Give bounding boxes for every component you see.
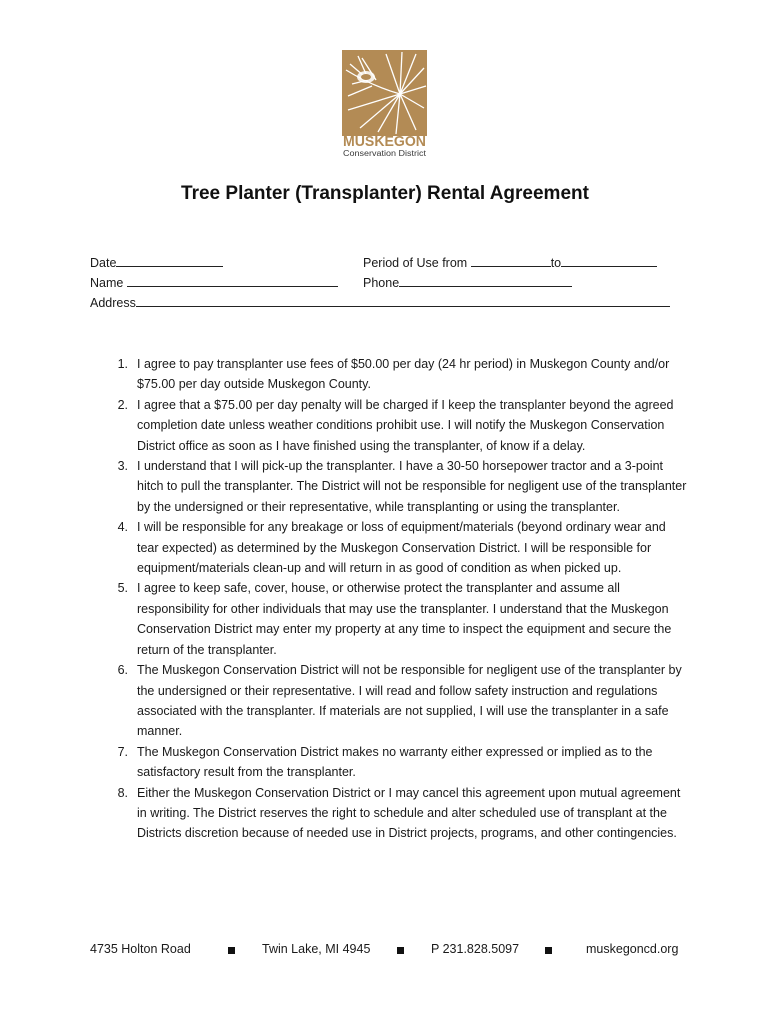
term-number: 8.: [117, 785, 128, 800]
date-field[interactable]: [90, 254, 223, 271]
term-number: 5.: [117, 581, 128, 596]
term-item: [90, 517, 690, 578]
muskegon-conservation-logo: [342, 50, 427, 158]
date-input[interactable]: [116, 254, 223, 267]
square-bullet-icon: [545, 947, 552, 954]
term-item: [90, 660, 690, 742]
footer-phone: P 231.828.5097: [431, 942, 520, 956]
term-number: 7.: [117, 744, 128, 759]
term-number: 4.: [117, 520, 128, 535]
footer-website-link[interactable]: muskegoncd.org: [586, 942, 679, 956]
name-input[interactable]: [127, 274, 338, 287]
name-label: Name: [90, 276, 124, 290]
term-text: The Muskegon Conservation District will not be responsible for negligent use of the transplanter by the undersigned or their representative. I will read and follow safety instruction and regulations associated with the transplanter. If materials are not supplied, I will use the transplanter in a safe manner.: [137, 663, 682, 739]
period-label: Period of Use from: [363, 256, 468, 270]
term-text: I understand that I will pick-up the transplanter. I have a 30-50 horsepower tractor and a 3-point hitch to pull the transplanter. The District will not be responsible for negligent use of the transplanter by the undersigned or their representative, while transplanting or using the transplanter.: [137, 459, 687, 514]
term-number: 2.: [117, 397, 128, 412]
footer-contact: [90, 942, 680, 960]
term-text: I agree to keep safe, cover, house, or otherwise protect the transplanter and assume all responsibility for other individuals that may use the transplanter. I understand that the Muskegon Conservation District may enter my property at any time to inspect the equipment and secure the return of the transplanter.: [137, 581, 672, 657]
term-number: 3.: [117, 459, 128, 474]
term-item: [90, 456, 690, 517]
phone-label: Phone: [363, 276, 400, 290]
term-text: I agree to pay transplanter use fees of $50.00 per day (24 hr period) in Muskegon County and/or $75.00 per day outside Muskegon County.: [137, 357, 670, 392]
period-of-use-field[interactable]: [363, 254, 657, 271]
period-to-input[interactable]: [561, 254, 657, 267]
term-number: 1.: [117, 357, 128, 371]
footer-address: 4735 Holton Road: [90, 942, 191, 956]
page-title: Tree Planter (Transplanter) Rental Agreement: [181, 183, 589, 204]
term-item: [90, 783, 690, 844]
period-from-input[interactable]: [471, 254, 551, 267]
date-label: Date: [90, 256, 117, 270]
term-text: I will be responsible for any breakage or loss of equipment/materials (beyond ordinary wear and tear expected) as determined by the Muskegon Conservation District. I will be responsible for equipment/materials clean-up and will return in as good of condition as when picked up.: [137, 520, 666, 576]
term-text: The Muskegon Conservation District makes no warranty either expressed or implied as to the satisfactory result from the transplanter.: [137, 744, 653, 780]
phone-input[interactable]: [399, 274, 572, 287]
logo-subtitle: Conservation District: [343, 149, 427, 158]
address-field[interactable]: [90, 294, 670, 311]
phone-field[interactable]: [363, 274, 572, 291]
square-bullet-icon: [228, 947, 235, 954]
term-item: [90, 578, 690, 660]
logo-wordmark: MUSKEGON: [343, 134, 426, 150]
term-item: [90, 354, 690, 395]
term-number: 6.: [117, 663, 128, 678]
term-text: I agree that a $75.00 per day penalty will be charged if I keep the transplanter beyond the agreed completion date unless weather conditions prohibit use. I will notify the Muskegon Conservation District office as soon as I have finished using the transplanter, of know if a delay.: [137, 397, 674, 453]
address-label: Address: [90, 296, 136, 310]
terms-list: [90, 354, 690, 844]
term-item: [90, 395, 690, 456]
term-item: [90, 742, 690, 783]
square-bullet-icon: [397, 947, 404, 954]
period-to-label: to: [550, 256, 562, 270]
term-text: Either the Muskegon Conservation District or I may cancel this agreement upon mutual agreement in writing. The District reserves the right to schedule and alter scheduled use of transplant at the Districts discretion because of needed use in District projects, programs, and other contingencies.: [137, 785, 681, 841]
address-input[interactable]: [136, 294, 670, 307]
footer-city: Twin Lake, MI 4945: [262, 942, 371, 956]
name-field[interactable]: [90, 274, 338, 291]
